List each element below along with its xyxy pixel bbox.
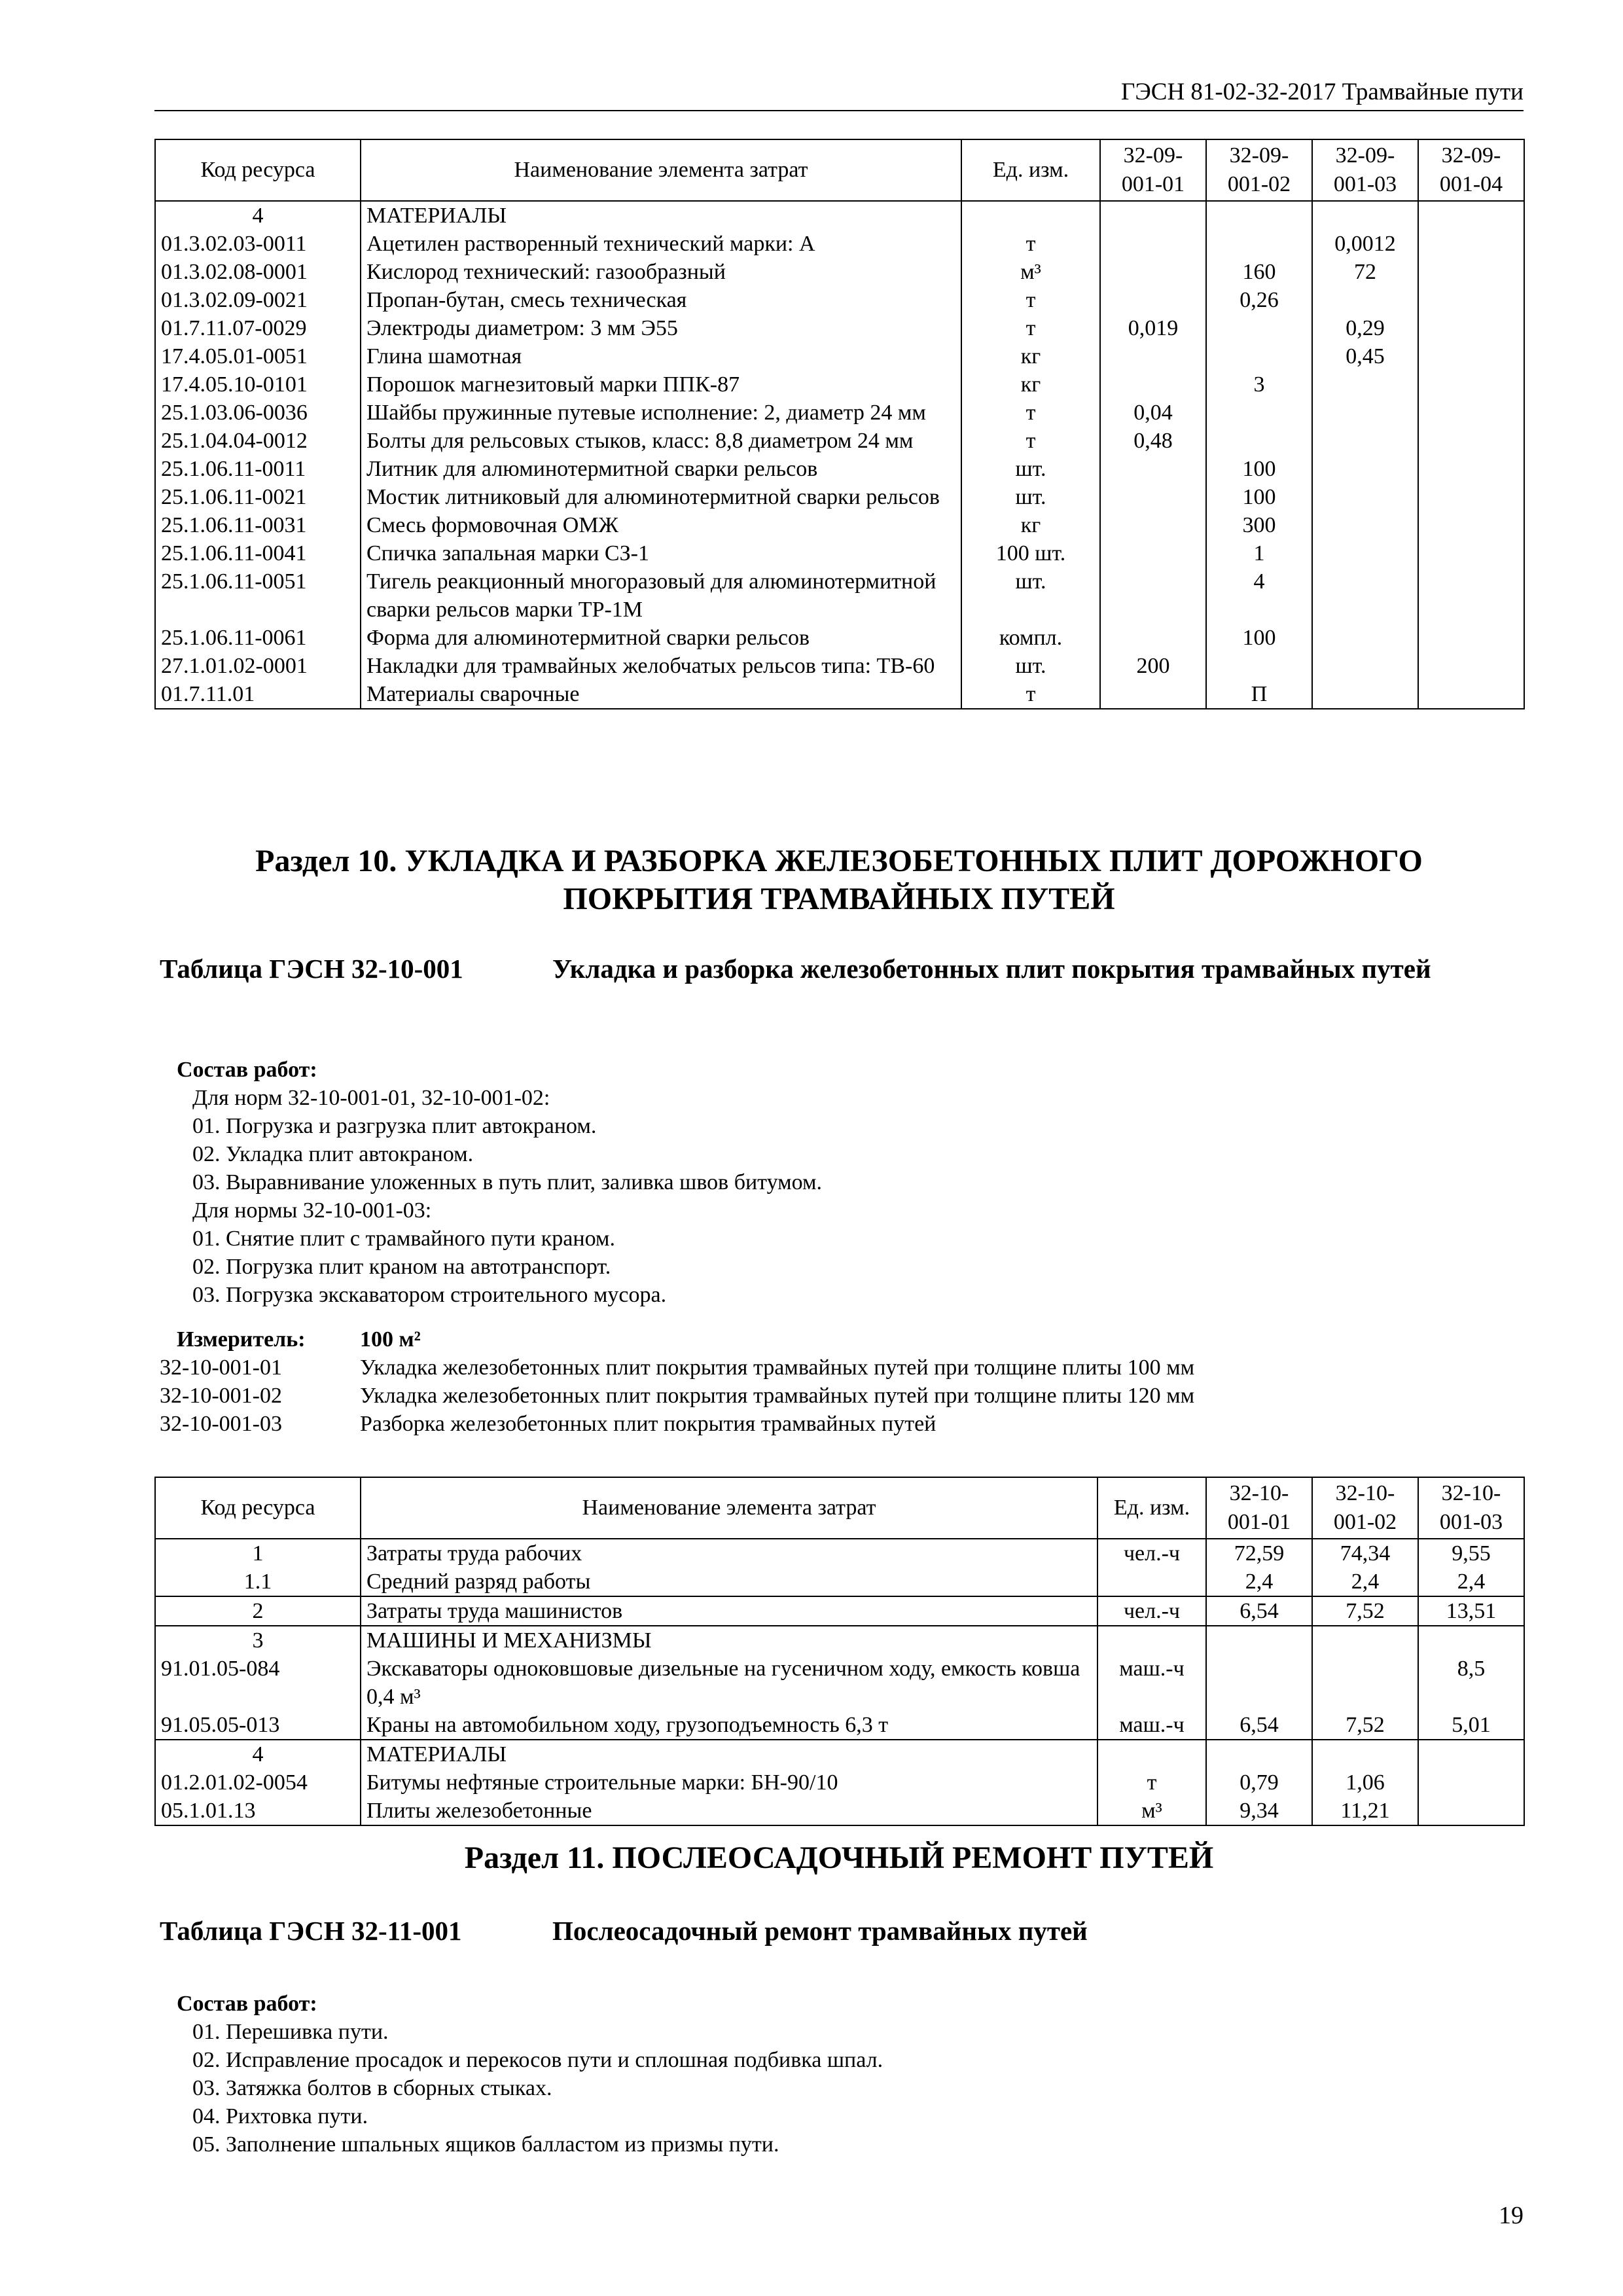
table-row [155,1626,1524,1655]
cell-unit: т [961,680,1100,709]
cell-code: 17.4.05.01-0051 [155,342,361,370]
works-item: Для нормы 32-10-001-03: [192,1198,432,1223]
works-item: 04. Рихтовка пути. [192,2104,368,2128]
cell-name: Смесь формовочная ОМЖ [361,511,961,539]
works-item: 02. Укладка плит автокраном. [192,1142,474,1166]
cell-value: 5,01 [1418,1711,1524,1740]
cell-unit: т [961,427,1100,455]
works-item: 01. Погрузка и разгрузка плит автокраном. [192,1114,597,1138]
cell-value [1418,286,1524,314]
cell-name: Порошок магнезитовый марки ППК-87 [361,370,961,399]
cell-value [1206,1626,1312,1655]
cell-value [1100,286,1206,314]
table-row [155,286,1524,314]
cell-name: Накладки для трамвайных желобчатых рельсов типа: ТВ-60 [361,652,961,680]
cell-code: 2 [155,1596,361,1626]
cell-code: 25.1.06.11-0031 [155,511,361,539]
cell-unit: т [1097,1768,1206,1797]
cell-value: 100 [1206,483,1312,511]
cell-unit: шт. [961,483,1100,511]
table-row [155,1655,1524,1711]
cell-unit: чел.-ч [1097,1539,1206,1568]
cell-code: 1 [155,1539,361,1568]
cell-value: П [1206,680,1312,709]
cell-code: 91.05.05-013 [155,1711,361,1740]
cell-value: 0,45 [1312,342,1418,370]
cell-value [1312,680,1418,709]
cell-name: Материалы сварочные [361,680,961,709]
cell-value [1418,652,1524,680]
table-row [155,539,1524,567]
cell-value: 2,4 [1206,1568,1312,1596]
cell-name: Шайбы пружинные путевые исполнение: 2, диаметр 24 мм [361,399,961,427]
cell-value [1100,511,1206,539]
cell-value [1312,567,1418,624]
cell-value [1418,1768,1524,1797]
cell-name: Форма для алюминотермитной сварки рельсов [361,624,961,652]
cell-value [1100,567,1206,624]
cell-name: Мостик литниковый для алюминотермитной сварки рельсов [361,483,961,511]
col-header-norm: 32-09-001-04 [1418,139,1524,201]
table-row [155,511,1524,539]
cell-value: 200 [1100,652,1206,680]
materials-table-32-09-001 [154,139,1525,709]
cell-value [1100,680,1206,709]
cell-value [1100,230,1206,258]
cell-unit [1097,1568,1206,1596]
cell-code: 3 [155,1626,361,1655]
table-row [155,314,1524,342]
norm-code: 32-10-001-02 [160,1384,282,1408]
cell-unit: шт. [961,567,1100,624]
cell-code: 01.2.01.02-0054 [155,1768,361,1797]
works-item: 03. Затяжка болтов в сборных стыках. [192,2076,552,2100]
cell-value: 0,48 [1100,427,1206,455]
cell-value [1418,1740,1524,1768]
section-11-title: Раздел 11. ПОСЛЕОСАДОЧНЫЙ РЕМОНТ ПУТЕЙ [464,1840,1214,1875]
cell-value: 9,55 [1418,1539,1524,1568]
col-header-name: Наименование элемента затрат [361,139,961,201]
cell-value [1312,1626,1418,1655]
cell-value [1100,342,1206,370]
cell-value [1312,483,1418,511]
cell-value: 0,019 [1100,314,1206,342]
cell-value [1418,342,1524,370]
col-header-unit: Ед. изм. [1097,1477,1206,1539]
cell-code: 01.3.02.08-0001 [155,258,361,286]
cell-value: 4 [1206,567,1312,624]
table-row [155,1768,1524,1797]
cell-value [1312,286,1418,314]
norm-row [160,1354,1524,1382]
table-row [155,1740,1524,1768]
cell-code: 01.7.11.01 [155,680,361,709]
cell-name: Затраты труда машинистов [361,1596,1097,1626]
works-item: 02. Исправление просадок и перекосов пути и сплошная подбивка шпал. [192,2048,883,2072]
table-row [155,201,1524,230]
cell-value [1312,1655,1418,1711]
cell-unit: м³ [961,258,1100,286]
cell-value: 72 [1312,258,1418,286]
cell-unit: маш.-ч [1097,1655,1206,1711]
cell-value [1206,342,1312,370]
cell-value [1418,314,1524,342]
cell-value [1418,1626,1524,1655]
table-row [155,1568,1524,1596]
cell-value [1418,230,1524,258]
cell-value [1206,230,1312,258]
works-list [177,1084,1512,1309]
cell-value: 300 [1206,511,1312,539]
page-number: 19 [1499,2202,1524,2229]
cell-code: 25.1.03.06-0036 [155,399,361,427]
cell-value: 3 [1206,370,1312,399]
cell-value [1312,455,1418,483]
works-item: 01. Перешивка пути. [192,2020,389,2044]
table-id: Таблица ГЭСН 32-11-001 [160,1916,462,1946]
col-header-norm: 32-09-001-01 [1100,139,1206,201]
table-row [155,624,1524,652]
works-item: 03. Выравнивание уложенных в путь плит, заливка швов битумом. [192,1170,823,1194]
norm-list [160,1354,1524,1438]
cell-name: Битумы нефтяные строительные марки: БН-90/10 [361,1768,1097,1797]
cell-value [1206,1655,1312,1711]
cell-code: 01.3.02.03-0011 [155,230,361,258]
works-item: Для норм 32-10-001-01, 32-10-001-02: [192,1086,550,1110]
table-header-row [155,1477,1524,1539]
cell-value [1418,624,1524,652]
cell-name: Кислород технический: газообразный [361,258,961,286]
cell-unit: компл. [961,624,1100,652]
col-header-norm: 32-09-001-02 [1206,139,1312,201]
cell-code: 17.4.05.10-0101 [155,370,361,399]
cell-name: Экскаваторы одноковшовые дизельные на гусеничном ходу, емкость ковша 0,4 м³ [361,1655,1097,1711]
cell-value: 0,26 [1206,286,1312,314]
cell-value: 100 [1206,455,1312,483]
cell-value: 11,21 [1312,1797,1418,1825]
table-row [155,483,1524,511]
norm-row [160,1382,1524,1410]
cell-value [1312,427,1418,455]
cell-value: 74,34 [1312,1539,1418,1568]
cell-value [1418,258,1524,286]
col-header-name: Наименование элемента затрат [361,1477,1097,1539]
cell-unit: т [961,286,1100,314]
cell-code: 27.1.01.02-0001 [155,652,361,680]
cell-name: Литник для алюминотермитной сварки рельсов [361,455,961,483]
resources-table-body [155,1539,1524,1825]
cell-value [1418,680,1524,709]
resources-table-32-10-001 [154,1477,1525,1826]
cell-value [1418,539,1524,567]
cell-name: Затраты труда рабочих [361,1539,1097,1568]
cell-unit [961,201,1100,230]
cell-unit: т [961,230,1100,258]
cell-name: Глина шамотная [361,342,961,370]
col-header-norm: 32-10-001-01 [1206,1477,1312,1539]
cell-unit: шт. [961,652,1100,680]
cell-value: 2,4 [1312,1568,1418,1596]
norm-text: Укладка железобетонных плит покрытия трамвайных путей при толщине плиты 120 мм [360,1384,1195,1408]
cell-name: Плиты железобетонные [361,1797,1097,1825]
works-item: 01. Снятие плит с трамвайного пути краном. [192,1227,615,1251]
table-name: Послеосадочный ремонт трамвайных путей [552,1916,1088,1946]
works-composition-32-11 [177,1990,1512,2159]
cell-unit [1097,1740,1206,1768]
table-row [155,342,1524,370]
cell-code: 4 [155,201,361,230]
cell-name: Тигель реакционный многоразовый для алюминотермитной сварки рельсов марки ТР-1М [361,567,961,624]
cell-value [1312,1740,1418,1768]
table-row [155,399,1524,427]
cell-code: 1.1 [155,1568,361,1596]
cell-value [1418,427,1524,455]
cell-value [1418,455,1524,483]
cell-unit: т [961,399,1100,427]
table-row [155,1596,1524,1626]
cell-code: 25.1.06.11-0021 [155,483,361,511]
cell-value: 8,5 [1418,1655,1524,1711]
cell-value [1418,483,1524,511]
cell-name: МАШИНЫ И МЕХАНИЗМЫ [361,1626,1097,1655]
cell-value: 7,52 [1312,1596,1418,1626]
cell-name: Спичка запальная марки СЗ-1 [361,539,961,567]
norm-text: Разборка железобетонных плит покрытия трамвайных путей [360,1412,936,1436]
works-item: 02. Погрузка плит краном на автотранспорт. [192,1255,611,1279]
table-heading-32-10-001 [160,952,1524,1018]
cell-value: 72,59 [1206,1539,1312,1568]
cell-name: Краны на автомобильном ходу, грузоподъемность 6,3 т [361,1711,1097,1740]
cell-code: 25.1.06.11-0061 [155,624,361,652]
table-header-row [155,139,1524,201]
norm-text: Укладка железобетонных плит покрытия трамвайных путей при толщине плиты 100 мм [360,1355,1195,1380]
col-header-norm: 32-10-001-03 [1418,1477,1524,1539]
cell-unit: маш.-ч [1097,1711,1206,1740]
table-row [155,258,1524,286]
cell-value [1418,567,1524,624]
cell-code: 25.1.06.11-0011 [155,455,361,483]
cell-unit: 100 шт. [961,539,1100,567]
cell-value [1100,483,1206,511]
cell-code: 25.1.06.11-0051 [155,567,361,624]
table-row [155,1797,1524,1825]
cell-value [1206,314,1312,342]
cell-value [1312,201,1418,230]
cell-unit: т [961,314,1100,342]
cell-value [1418,1797,1524,1825]
cell-value [1100,258,1206,286]
cell-value [1312,652,1418,680]
cell-code: 05.1.01.13 [155,1797,361,1825]
cell-value: 160 [1206,258,1312,286]
cell-value: 0,79 [1206,1768,1312,1797]
works-list [177,2018,1512,2159]
cell-name: МАТЕРИАЛЫ [361,201,961,230]
cell-code: 4 [155,1740,361,1768]
table-row [155,652,1524,680]
cell-value [1418,511,1524,539]
cell-code: 25.1.04.04-0012 [155,427,361,455]
norm-code: 32-10-001-01 [160,1355,282,1380]
col-header-code: Код ресурса [155,1477,361,1539]
cell-value [1312,370,1418,399]
cell-value: 7,52 [1312,1711,1418,1740]
cell-value: 0,04 [1100,399,1206,427]
table-row [155,567,1524,624]
table-row [155,427,1524,455]
works-label: Состав работ: [177,1058,317,1082]
measure-label: Измеритель: [177,1327,306,1352]
cell-value [1100,455,1206,483]
works-composition-32-10 [177,1056,1512,1309]
cell-value [1312,511,1418,539]
cell-unit: м³ [1097,1797,1206,1825]
cell-name: Болты для рельсовых стыков, класс: 8,8 диаметром 24 мм [361,427,961,455]
section-10-title: Раздел 10. УКЛАДКА И РАЗБОРКА ЖЕЛЕЗОБЕТОННЫХ ПЛИТ ДОРОЖНОГО ПОКРЫТИЯ ТРАМВАЙНЫХ ПУТЕЙ [255,844,1423,916]
cell-code: 91.01.05-084 [155,1655,361,1711]
col-header-norm: 32-09-001-03 [1312,139,1418,201]
cell-unit: кг [961,370,1100,399]
table-row [155,370,1524,399]
cell-value: 1,06 [1312,1768,1418,1797]
table-row [155,680,1524,709]
cell-value [1206,399,1312,427]
running-header: ГЭСН 81-02-32-2017 Трамвайные пути [154,77,1524,111]
cell-value [1206,652,1312,680]
cell-unit: кг [961,342,1100,370]
cell-value [1206,1740,1312,1768]
col-header-unit: Ед. изм. [961,139,1100,201]
cell-code: 01.3.02.09-0021 [155,286,361,314]
cell-value [1418,201,1524,230]
cell-name: Средний разряд работы [361,1568,1097,1596]
cell-value: 0,0012 [1312,230,1418,258]
cell-value: 9,34 [1206,1797,1312,1825]
cell-value: 0,29 [1312,314,1418,342]
cell-value [1312,539,1418,567]
cell-name: МАТЕРИАЛЫ [361,1740,1097,1768]
cell-code: 25.1.06.11-0041 [155,539,361,567]
cell-value: 13,51 [1418,1596,1524,1626]
cell-unit: чел.-ч [1097,1596,1206,1626]
table-id: Таблица ГЭСН 32-10-001 [160,954,463,984]
table-row [155,1711,1524,1740]
col-header-norm: 32-10-001-02 [1312,1477,1418,1539]
cell-value: 6,54 [1206,1711,1312,1740]
norm-code: 32-10-001-03 [160,1412,282,1436]
cell-value [1206,201,1312,230]
table-row [155,230,1524,258]
norm-row [160,1410,1524,1438]
measure-value: 100 м² [360,1327,421,1352]
cell-unit [1097,1626,1206,1655]
cell-value: 100 [1206,624,1312,652]
works-item: 03. Погрузка экскаватором строительного мусора. [192,1283,667,1307]
table-row [155,455,1524,483]
works-label: Состав работ: [177,1992,317,2016]
cell-value [1100,370,1206,399]
cell-name: Пропан-бутан, смесь техническая [361,286,961,314]
cell-value [1100,624,1206,652]
works-item: 05. Заполнение шпальных ящиков балластом из призмы пути. [192,2132,779,2157]
cell-unit: шт. [961,455,1100,483]
cell-value [1206,427,1312,455]
cell-unit: кг [961,511,1100,539]
cell-value: 6,54 [1206,1596,1312,1626]
table-heading-32-11-001 [160,1914,1524,1948]
cell-value [1312,624,1418,652]
col-header-code: Код ресурса [155,139,361,201]
cell-value: 1 [1206,539,1312,567]
cell-value [1100,539,1206,567]
materials-table-body [155,201,1524,709]
cell-value [1312,399,1418,427]
cell-value [1418,399,1524,427]
cell-value [1418,370,1524,399]
table-name: Укладка и разборка железобетонных плит покрытия трамвайных путей [552,954,1431,984]
table-row [155,1539,1524,1568]
cell-value [1100,201,1206,230]
measure-block-32-10 [160,1325,1524,1438]
cell-code: 01.7.11.07-0029 [155,314,361,342]
cell-value: 2,4 [1418,1568,1524,1596]
cell-name: Ацетилен растворенный технический марки: А [361,230,961,258]
cell-name: Электроды диаметром: 3 мм Э55 [361,314,961,342]
